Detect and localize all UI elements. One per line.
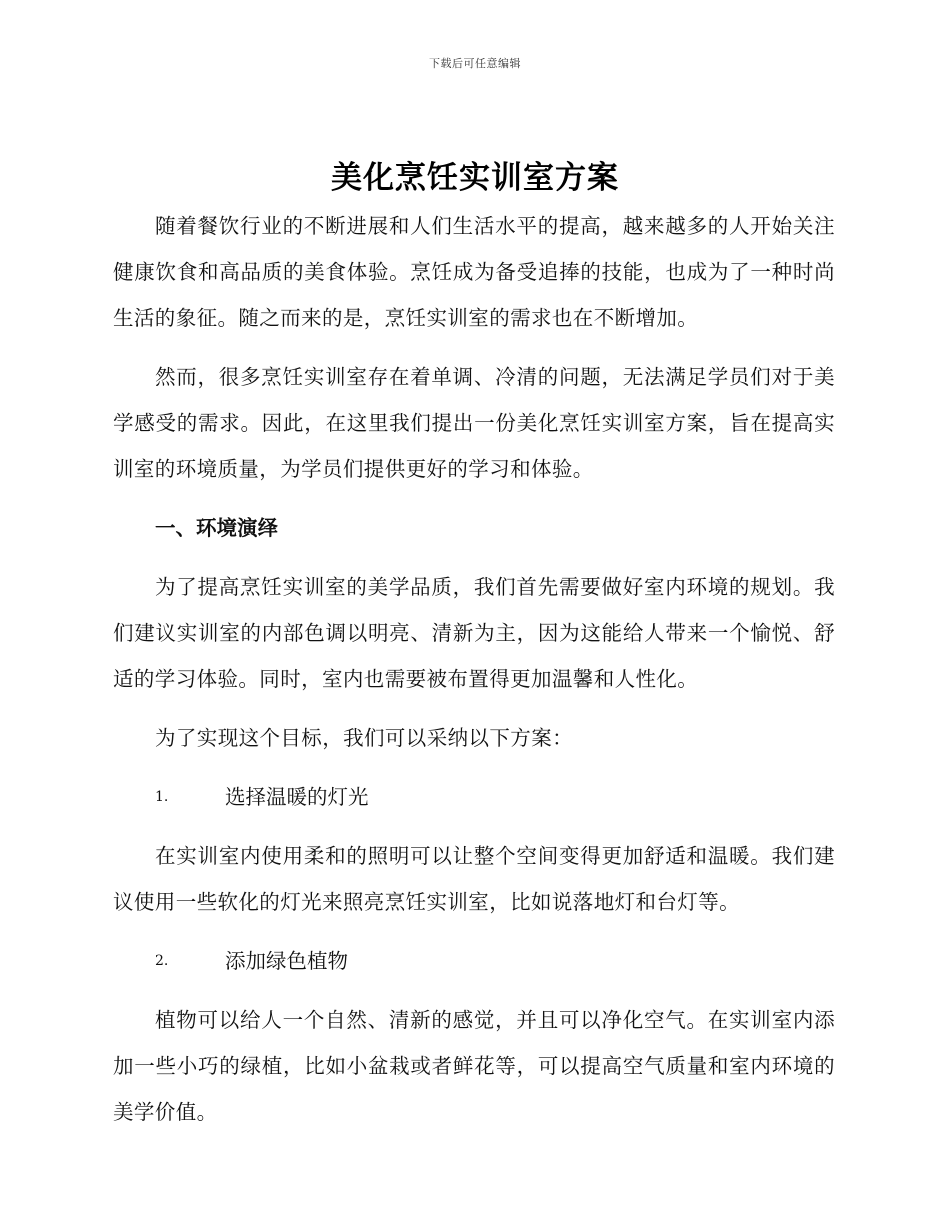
intro-paragraph-1: 随着餐饮行业的不断进展和人们生活水平的提高，越来越多的人开始关注健康饮食和高品质的美食体验。烹饪成为备受追捧的技能，也成为了一种时尚生活的象征。随之而来的是，烹饪实训室的需求也在不断增加。	[113, 214, 835, 330]
section-paragraph-2: 为了实现这个目标，我们可以采纳以下方案：	[155, 726, 573, 750]
section-heading: 一、环境演绎	[155, 516, 278, 540]
header-note: 下载后可任意编辑	[429, 57, 521, 70]
list-number: 2.	[155, 953, 169, 969]
document-body	[113, 203, 835, 1135]
list-label: 选择温暖的灯光	[225, 785, 369, 809]
section-paragraph-1: 为了提高烹饪实训室的美学品质，我们首先需要做好室内环境的规划。我们建议实训室的内部色调以明亮、清新为主，因为这能给人带来一个愉悦、舒适的学习体验。同时，室内也需要被布置得更加温馨和人性化。	[113, 575, 835, 691]
intro-paragraph-2: 然而，很多烹饪实训室存在着单调、冷清的问题，无法满足学员们对于美学感受的需求。因此，在这里我们提出一份美化烹饪实训室方案，旨在提高实训室的环境质量，为学员们提供更好的学习和体验。	[113, 365, 835, 481]
list-item-2-description: 植物可以给人一个自然、清新的感觉，并且可以净化空气。在实训室内添加一些小巧的绿植，比如小盆栽或者鲜花等，可以提高空气质量和室内环境的美学价值。	[113, 1008, 835, 1124]
list-item-2	[113, 938, 835, 984]
document-title: 美化烹饪实训室方案	[331, 160, 619, 196]
list-label: 添加绿色植物	[225, 949, 348, 973]
list-number: 1.	[155, 789, 169, 805]
list-item-1	[113, 774, 835, 820]
list-item-1-description: 在实训室内使用柔和的照明可以让整个空间变得更加舒适和温暖。我们建议使用一些软化的灯光来照亮烹饪实训室，比如说落地灯和台灯等。	[113, 844, 835, 914]
